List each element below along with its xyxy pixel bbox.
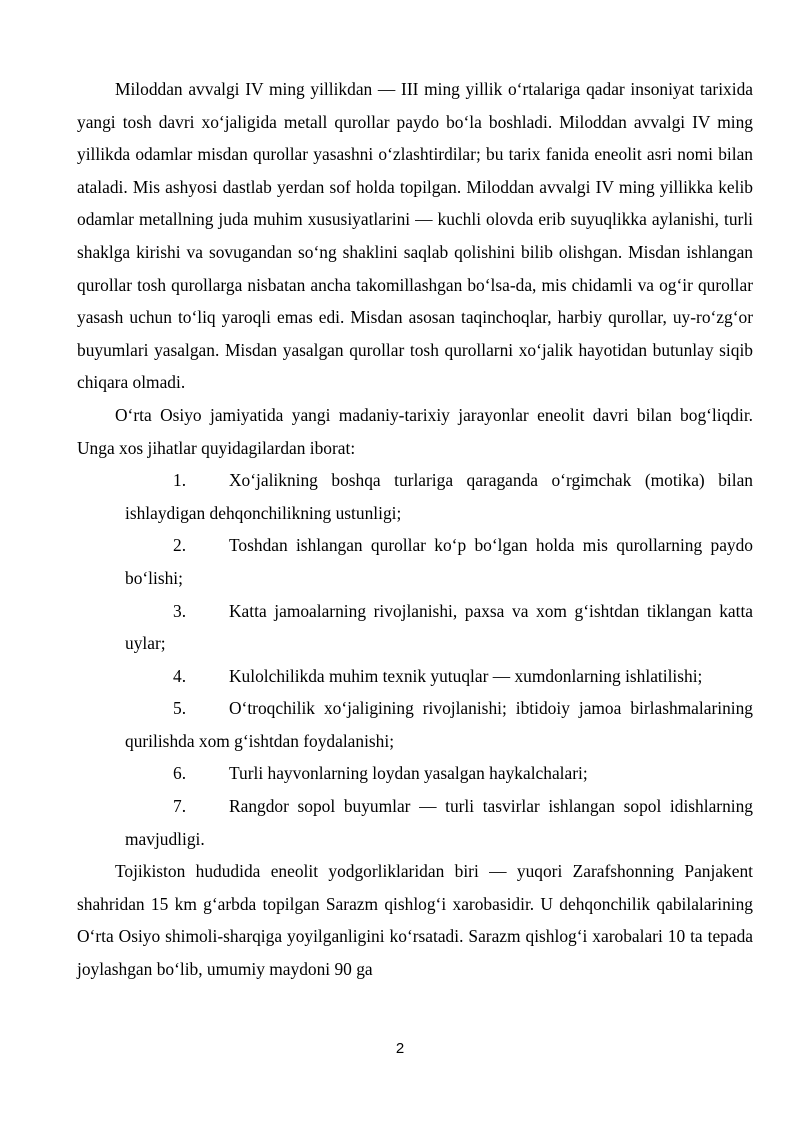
list-item [125,790,753,855]
list-item-number: 1. [173,470,187,491]
list-item-text: Kulolchilikda muhim texnik yutuqlar — xumdonlarning ishlatilishi; [229,665,703,686]
list-item-number: 7. [173,796,187,817]
list-item [125,595,753,660]
paragraph-sarazm: Tojikiston hududida eneolit yodgorliklaridan biri — yuqori Zarafshonning Panjakent shahridan 15 km g‘arbda topilgan Sarazm qishlog‘i xarobasidir. U dehqonchilik qabilalarining O‘rta Osiyo shimoli-sharqiga yoyilganligini ko‘rsatadi. Sarazm qishlog‘i xarobalari 10 ta tepada joylashgan bo‘lib, umumiy maydoni 90 ga [77,861,753,980]
list-item-text: O‘troqchilik xo‘jaligining rivojlanishi; ibtidoiy jamoa birlashmalarining qurilishda xom g‘ishtdan foydalanishi; [125,698,753,751]
features-list [77,464,753,855]
list-item-text: Turli hayvonlarning loydan yasalgan haykalchalari; [229,763,588,784]
list-item-number: 6. [173,763,187,784]
list-item [125,529,753,594]
list-item-number: 4. [173,665,187,686]
list-item-text: Xo‘jalikning boshqa turlariga qaraganda o‘rgimchak (motika) bilan ishlaydigan dehqonchilikning ustunligi; [125,470,753,523]
list-item-text: Rangdor sopol buyumlar — turli tasvirlar ishlangan sopol idishlarning mavjudligi. [125,796,753,849]
list-item [125,464,753,529]
page-number: 2 [395,1040,405,1057]
list-item-text: Toshdan ishlangan qurollar ko‘p bo‘lgan holda mis qurollarning paydo bo‘lishi; [125,535,753,588]
list-item-number: 2. [173,535,187,556]
list-item-text: Katta jamoalarning rivojlanishi, paxsa va xom g‘ishtdan tiklangan katta uylar; [125,600,753,654]
paragraph-eneolithic-intro: Miloddan avvalgi IV ming yillikdan — III ming yillik o‘rtalariga qadar insoniyat tarixida yangi tosh davri xo‘jaligida metall qurollar paydo bo‘la boshladi. Miloddan avvalgi IV ming yillikda odamlar misdan qurollar yasashni o‘zlashtirdilar; bu tarix fanida eneolit asri nomi bilan ataladi. Mis ashyosi dastlab yerdan sof holda topilgan. Miloddan avvalgi IV ming yillikka kelib odamlar metallning juda muhim xususiyatlarini — kuchli olovda erib suyuqlikka aylanishi, turli shaklga kirishi va sovugandan so‘ng shaklini saqlab qolishini bilib olishgan. Misdan ishlangan qurollar tosh qurollarga nisbatan ancha takomillashgan bo‘lsa-da, mis chidamli va og‘ir qurollar yasash uchun to‘liq yaroqli emas edi. Misdan asosan taqinchoqlar, harbiy qurollar, uy-ro‘zg‘or buyumlari yasalgan. Misdan yasalgan qurollar tosh qurollarni xo‘jalik hayotidan butunlay siqib chiqara olmadi. [77,79,753,393]
paragraph-central-asia-features: O‘rta Osiyo jamiyatida yangi madaniy-tarixiy jarayonlar eneolit davri bilan bog‘liqdir. Unga xos jihatlar quyidagilardan iborat: [77,404,753,458]
list-item [125,692,753,757]
list-item-number: 3. [173,600,187,621]
list-item [125,757,753,790]
list-item-number: 5. [173,698,187,719]
document-body [77,73,753,986]
list-item [125,660,753,693]
